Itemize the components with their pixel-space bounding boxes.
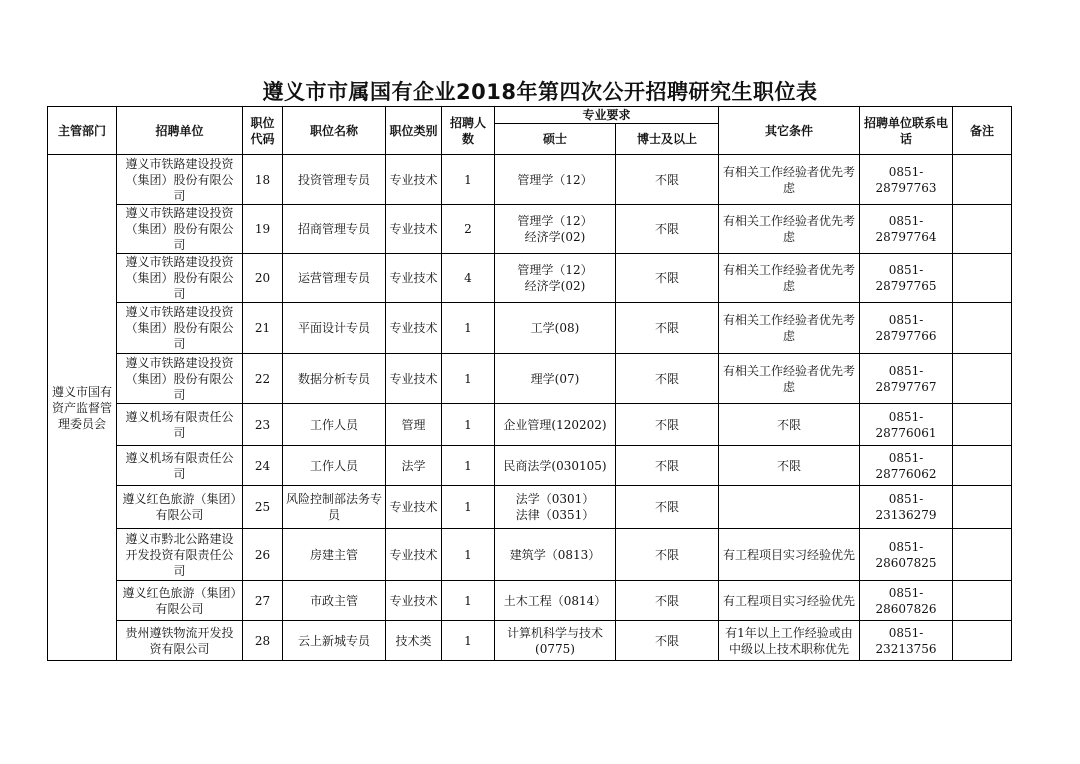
cell-unit: 遵义市铁路建设投资（集团）股份有限公司 — [117, 254, 243, 303]
cell-note — [953, 529, 1012, 581]
cell-doctor: 不限 — [616, 155, 719, 205]
cell-count: 1 — [442, 581, 495, 621]
cell-name: 数据分析专员 — [283, 354, 386, 404]
cell-count: 1 — [442, 354, 495, 404]
cell-doctor: 不限 — [616, 529, 719, 581]
cell-code: 28 — [243, 621, 283, 661]
cell-name: 运营管理专员 — [283, 254, 386, 303]
header-phone: 招聘单位联系电话 — [860, 107, 953, 155]
table-row — [48, 621, 1012, 661]
cell-unit: 遵义市铁路建设投资（集团）股份有限公司 — [117, 155, 243, 205]
cell-other: 有相关工作经验者优先考虑 — [719, 155, 860, 205]
cell-note — [953, 254, 1012, 303]
cell-code: 27 — [243, 581, 283, 621]
cell-count: 1 — [442, 155, 495, 205]
cell-phone: 0851-28607825 — [860, 529, 953, 581]
department-cell: 遵义市国有资产监督管理委员会 — [48, 155, 117, 661]
cell-code: 23 — [243, 404, 283, 446]
page-title: 遵义市市属国有企业2018年第四次公开招聘研究生职位表 — [262, 80, 818, 104]
cell-phone: 0851-23213756 — [860, 621, 953, 661]
cell-code: 19 — [243, 205, 283, 254]
cell-category: 专业技术 — [386, 254, 442, 303]
cell-unit: 遵义市铁路建设投资（集团）股份有限公司 — [117, 354, 243, 404]
header-count: 招聘人数 — [442, 107, 495, 155]
cell-count: 1 — [442, 446, 495, 486]
table-row — [48, 529, 1012, 581]
cell-name: 风险控制部法务专员 — [283, 486, 386, 529]
cell-phone: 0851-28776061 — [860, 404, 953, 446]
cell-master: 管理学（12） 经济学(02) — [495, 254, 616, 303]
cell-master: 理学(07) — [495, 354, 616, 404]
cell-other — [719, 486, 860, 529]
cell-note — [953, 446, 1012, 486]
cell-master: 管理学（12） 经济学(02) — [495, 205, 616, 254]
cell-name: 招商管理专员 — [283, 205, 386, 254]
cell-master: 建筑学（0813） — [495, 529, 616, 581]
cell-other: 有1年以上工作经验或由中级以上技术职称优先 — [719, 621, 860, 661]
cell-unit: 遵义红色旅游（集团）有限公司 — [117, 486, 243, 529]
positions-table — [47, 106, 1012, 661]
header-other: 其它条件 — [719, 107, 860, 155]
cell-unit: 贵州遵铁物流开发投资有限公司 — [117, 621, 243, 661]
cell-master: 企业管理(120202) — [495, 404, 616, 446]
cell-master: 管理学（12） — [495, 155, 616, 205]
cell-category: 专业技术 — [386, 529, 442, 581]
cell-doctor: 不限 — [616, 303, 719, 354]
cell-code: 21 — [243, 303, 283, 354]
cell-phone: 0851-28607826 — [860, 581, 953, 621]
cell-category: 专业技术 — [386, 354, 442, 404]
header-major: 专业要求 — [495, 107, 719, 124]
table-row — [48, 486, 1012, 529]
cell-name: 云上新城专员 — [283, 621, 386, 661]
cell-note — [953, 155, 1012, 205]
cell-other: 有工程项目实习经验优先 — [719, 581, 860, 621]
cell-note — [953, 404, 1012, 446]
header-note: 备注 — [953, 107, 1012, 155]
cell-code: 18 — [243, 155, 283, 205]
cell-other: 不限 — [719, 446, 860, 486]
cell-category: 专业技术 — [386, 581, 442, 621]
cell-code: 25 — [243, 486, 283, 529]
header-unit: 招聘单位 — [117, 107, 243, 155]
cell-unit: 遵义机场有限责任公司 — [117, 446, 243, 486]
header-doctor: 博士及以上 — [616, 124, 719, 155]
cell-other: 有工程项目实习经验优先 — [719, 529, 860, 581]
cell-note — [953, 621, 1012, 661]
header-name: 职位名称 — [283, 107, 386, 155]
cell-doctor: 不限 — [616, 446, 719, 486]
header-dept: 主管部门 — [48, 107, 117, 155]
cell-doctor: 不限 — [616, 486, 719, 529]
cell-phone: 0851-28776062 — [860, 446, 953, 486]
cell-master: 法学（0301） 法律（0351） — [495, 486, 616, 529]
cell-count: 1 — [442, 404, 495, 446]
cell-master: 计算机科学与技术(0775) — [495, 621, 616, 661]
cell-count: 1 — [442, 529, 495, 581]
cell-category: 专业技术 — [386, 303, 442, 354]
cell-name: 投资管理专员 — [283, 155, 386, 205]
table-row — [48, 354, 1012, 404]
cell-master: 工学(08) — [495, 303, 616, 354]
cell-count: 1 — [442, 621, 495, 661]
cell-count: 1 — [442, 486, 495, 529]
cell-category: 专业技术 — [386, 205, 442, 254]
cell-name: 房建主管 — [283, 529, 386, 581]
cell-note — [953, 581, 1012, 621]
cell-name: 市政主管 — [283, 581, 386, 621]
cell-other: 有相关工作经验者优先考虑 — [719, 205, 860, 254]
cell-unit: 遵义市黔北公路建设开发投资有限责任公司 — [117, 529, 243, 581]
header-code: 职位代码 — [243, 107, 283, 155]
cell-phone: 0851-28797767 — [860, 354, 953, 404]
cell-note — [953, 354, 1012, 404]
cell-unit: 遵义市铁路建设投资（集团）股份有限公司 — [117, 303, 243, 354]
cell-code: 20 — [243, 254, 283, 303]
cell-note — [953, 205, 1012, 254]
cell-category: 技术类 — [386, 621, 442, 661]
cell-phone: 0851-28797764 — [860, 205, 953, 254]
cell-other: 有相关工作经验者优先考虑 — [719, 354, 860, 404]
cell-category: 法学 — [386, 446, 442, 486]
cell-doctor: 不限 — [616, 581, 719, 621]
cell-other: 有相关工作经验者优先考虑 — [719, 303, 860, 354]
cell-unit: 遵义机场有限责任公司 — [117, 404, 243, 446]
cell-code: 22 — [243, 354, 283, 404]
table-row — [48, 303, 1012, 354]
cell-count: 1 — [442, 303, 495, 354]
cell-name: 平面设计专员 — [283, 303, 386, 354]
cell-unit: 遵义红色旅游（集团）有限公司 — [117, 581, 243, 621]
cell-other: 不限 — [719, 404, 860, 446]
cell-doctor: 不限 — [616, 205, 719, 254]
cell-category: 专业技术 — [386, 155, 442, 205]
header-category: 职位类别 — [386, 107, 442, 155]
cell-doctor: 不限 — [616, 254, 719, 303]
cell-master: 民商法学(030105) — [495, 446, 616, 486]
cell-master: 土木工程（0814） — [495, 581, 616, 621]
table-row — [48, 205, 1012, 254]
cell-count: 2 — [442, 205, 495, 254]
cell-category: 管理 — [386, 404, 442, 446]
header-master: 硕士 — [495, 124, 616, 155]
cell-name: 工作人员 — [283, 446, 386, 486]
table-row — [48, 404, 1012, 446]
cell-note — [953, 303, 1012, 354]
cell-doctor: 不限 — [616, 404, 719, 446]
cell-name: 工作人员 — [283, 404, 386, 446]
cell-count: 4 — [442, 254, 495, 303]
cell-unit: 遵义市铁路建设投资（集团）股份有限公司 — [117, 205, 243, 254]
table-row — [48, 155, 1012, 205]
cell-code: 24 — [243, 446, 283, 486]
cell-phone: 0851-28797765 — [860, 254, 953, 303]
table-row — [48, 254, 1012, 303]
cell-note — [953, 486, 1012, 529]
cell-doctor: 不限 — [616, 354, 719, 404]
cell-phone: 0851-23136279 — [860, 486, 953, 529]
cell-category: 专业技术 — [386, 486, 442, 529]
cell-code: 26 — [243, 529, 283, 581]
table-row — [48, 581, 1012, 621]
cell-other: 有相关工作经验者优先考虑 — [719, 254, 860, 303]
cell-doctor: 不限 — [616, 621, 719, 661]
table-row — [48, 446, 1012, 486]
cell-phone: 0851-28797766 — [860, 303, 953, 354]
cell-phone: 0851-28797763 — [860, 155, 953, 205]
